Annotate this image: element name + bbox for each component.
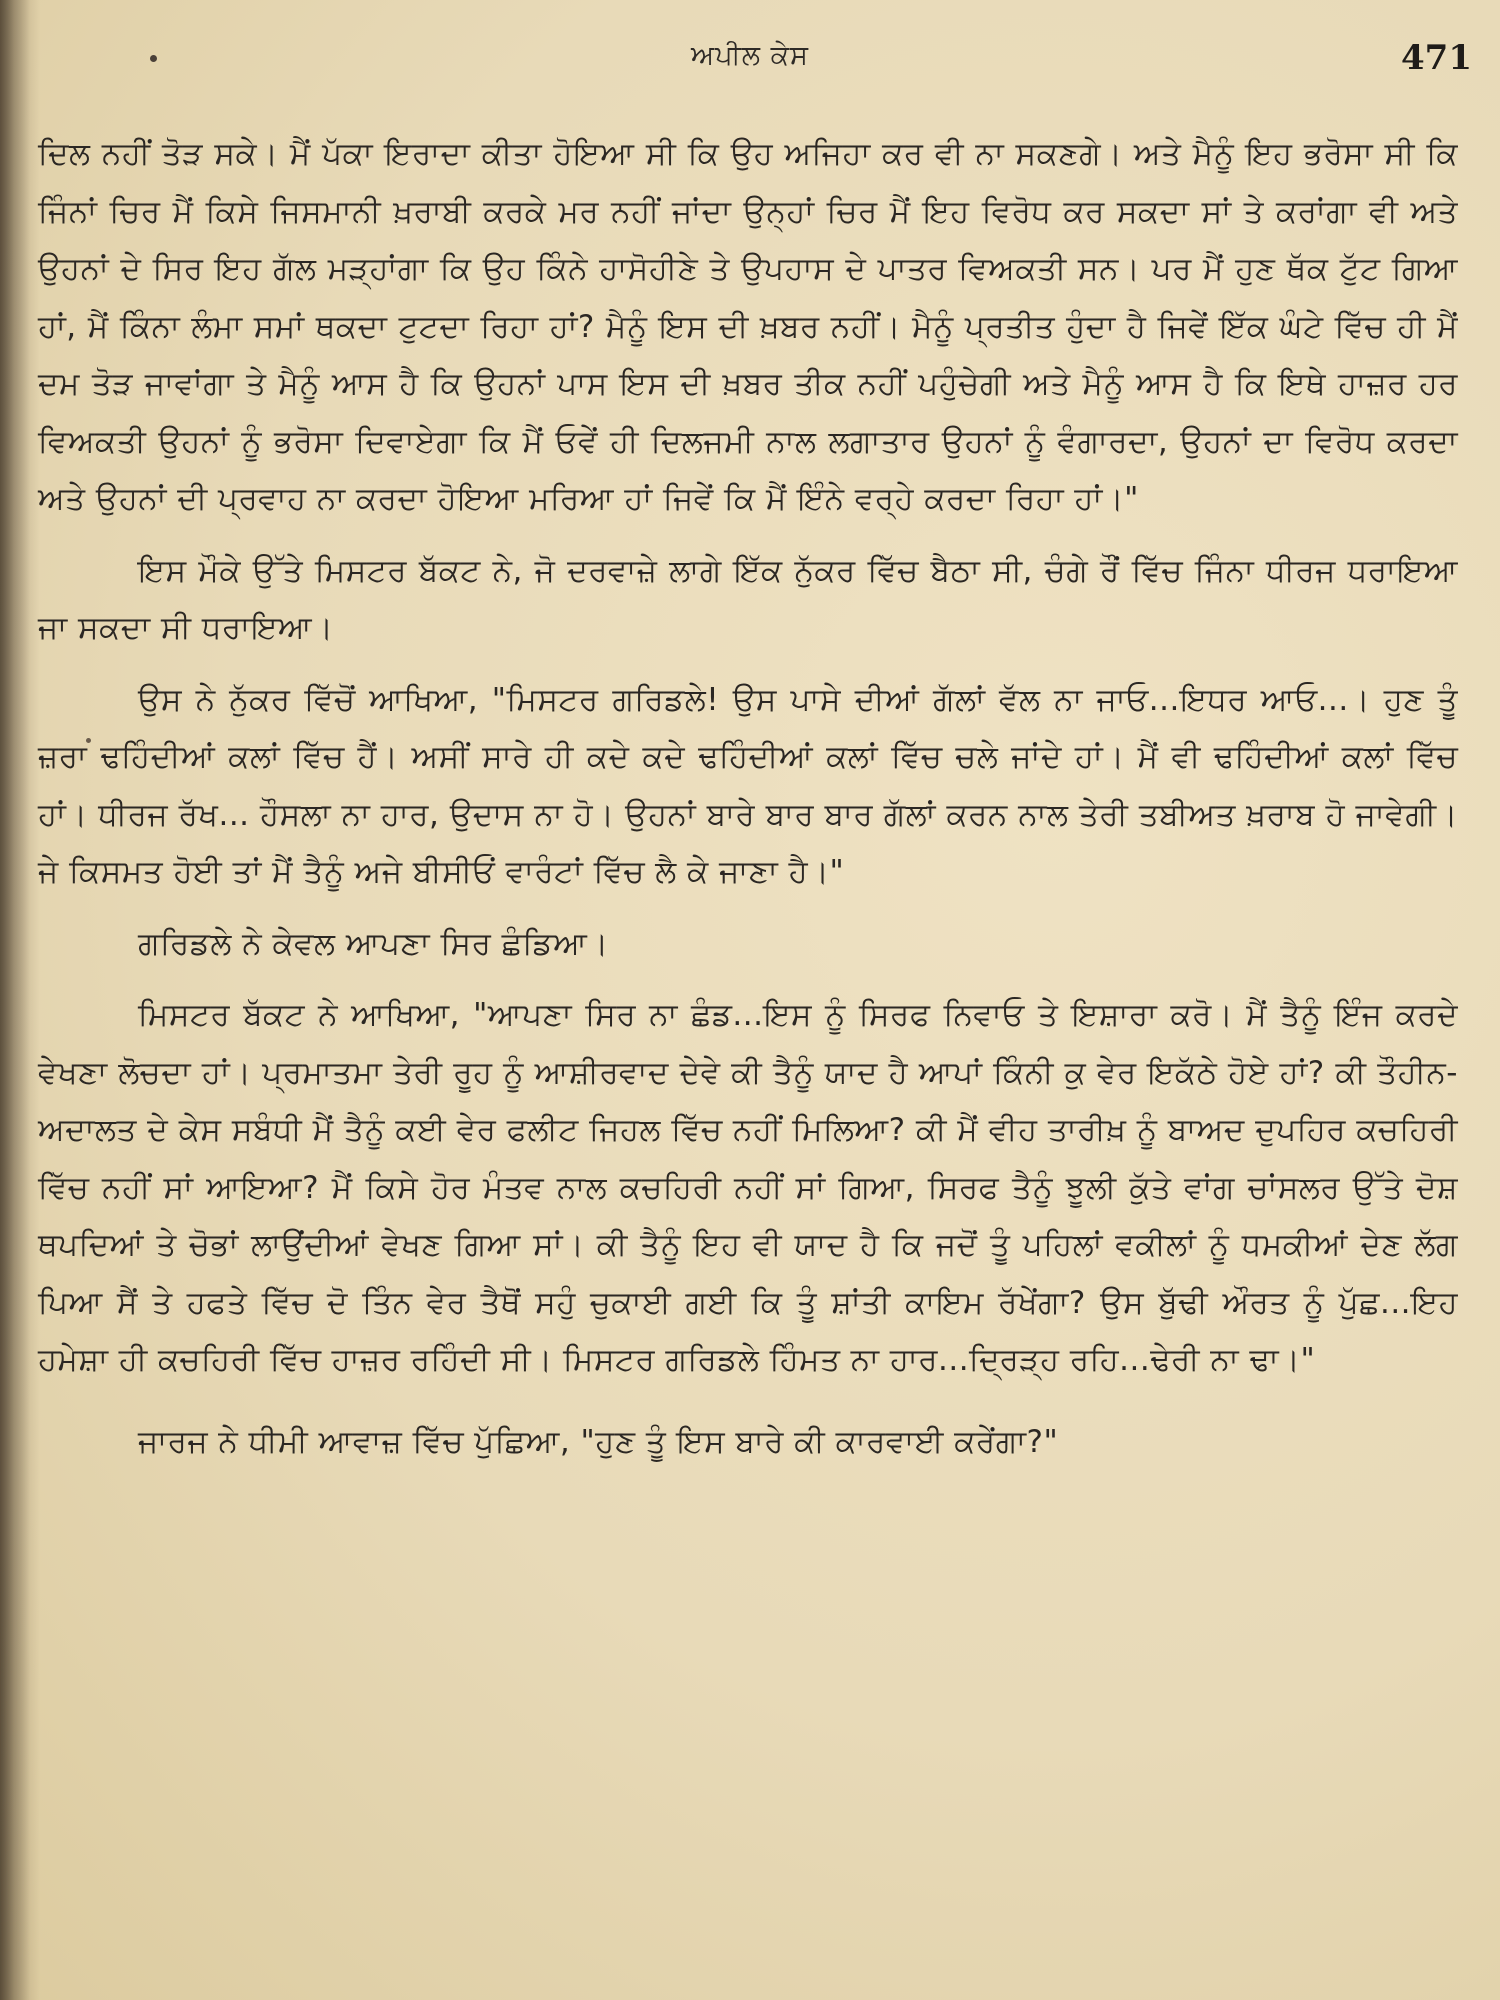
page-number: 471	[1401, 38, 1472, 78]
paragraph-bucket-speech: ਉਸ ਨੇ ਨੁੱਕਰ ਵਿੱਚੋਂ ਆਖਿਆ, "ਮਿਸਟਰ ਗਰਿਡਲੇ! ਉਸ ਪਾਸੇ ਦੀਆਂ ਗੱਲਾਂ ਵੱਲ ਨਾ ਜਾਓ...ਇਧਰ ਆਓ...। ਹੁਣ ਤੂੰ ਜ਼ਰਾ ਢਹਿੰਦੀਆਂ ਕਲਾਂ ਵਿੱਚ ਹੈਂ। ਅਸੀਂ ਸਾਰੇ ਹੀ ਕਦੇ ਕਦੇ ਢਹਿੰਦੀਆਂ ਕਲਾਂ ਵਿੱਚ ਚਲੇ ਜਾਂਦੇ ਹਾਂ। ਮੈਂ ਵੀ ਢਹਿੰਦੀਆਂ ਕਲਾਂ ਵਿੱਚ ਹਾਂ। ਧੀਰਜ ਰੱਖ... ਹੌਸਲਾ ਨਾ ਹਾਰ, ਉਦਾਸ ਨਾ ਹੋ। ਉਹਨਾਂ ਬਾਰੇ ਬਾਰ ਬਾਰ ਗੱਲਾਂ ਕਰਨ ਨਾਲ ਤੇਰੀ ਤਬੀਅਤ ਖ਼ਰਾਬ ਹੋ ਜਾਵੇਗੀ। ਜੇ ਕਿਸਮਤ ਹੋਈ ਤਾਂ ਮੈਂ ਤੈਨੂੰ ਅਜੇ ਬੀਸੀਓਂ ਵਾਰੰਟਾਂ ਵਿੱਚ ਲੈ ਕੇ ਜਾਣਾ ਹੈ।"	[38, 681, 1458, 890]
binding-shadow	[0, 0, 30, 2000]
running-head: ਅਪੀਲ ਕੇਸ	[691, 40, 809, 71]
body-text	[38, 126, 1458, 1471]
paragraph-george-asks: ਜਾਰਜ ਨੇ ਧੀਮੀ ਆਵਾਜ਼ ਵਿੱਚ ਪੁੱਛਿਆ, "ਹੁਣ ਤੂੰ ਇਸ ਬਾਰੇ ਕੀ ਕਾਰਵਾਈ ਕਰੇਂਗਾ?"	[138, 1423, 1059, 1460]
paragraph-bucket-consoles: ਇਸ ਮੌਕੇ ਉੱਤੇ ਮਿਸਟਰ ਬੱਕਟ ਨੇ, ਜੋ ਦਰਵਾਜ਼ੇ ਲਾਗੇ ਇੱਕ ਨੁੱਕਰ ਵਿੱਚ ਬੈਠਾ ਸੀ, ਚੰਗੇ ਰੌਂ ਵਿੱਚ ਜਿੰਨਾ ਧੀਰਜ ਧਰਾਇਆ ਜਾ ਸਕਦਾ ਸੀ ਧਰਾਇਆ।	[38, 552, 1458, 646]
paragraph-gridley-shakes-head: ਗਰਿਡਲੇ ਨੇ ਕੇਵਲ ਆਪਣਾ ਸਿਰ ਛੰਡਿਆ।	[138, 925, 609, 962]
paragraph-continued: ਦਿਲ ਨਹੀਂ ਤੋੜ ਸਕੇ। ਮੈਂ ਪੱਕਾ ਇਰਾਦਾ ਕੀਤਾ ਹੋਇਆ ਸੀ ਕਿ ਉਹ ਅਜਿਹਾ ਕਰ ਵੀ ਨਾ ਸਕਣਗੇ। ਅਤੇ ਮੈਨੂੰ ਇਹ ਭਰੋਸਾ ਸੀ ਕਿ ਜਿੰਨਾਂ ਚਿਰ ਮੈਂ ਕਿਸੇ ਜਿਸਮਾਨੀ ਖ਼ਰਾਬੀ ਕਰਕੇ ਮਰ ਨਹੀਂ ਜਾਂਦਾ ਉਨ੍ਹਾਂ ਚਿਰ ਮੈਂ ਇਹ ਵਿਰੋਧ ਕਰ ਸਕਦਾ ਸਾਂ ਤੇ ਕਰਾਂਗਾ ਵੀ ਅਤੇ ਉਹਨਾਂ ਦੇ ਸਿਰ ਇਹ ਗੱਲ ਮੜ੍ਹਾਂਗਾ ਕਿ ਉਹ ਕਿੰਨੇ ਹਾਸੋਹੀਣੇ ਤੇ ਉਪਹਾਸ ਦੇ ਪਾਤਰ ਵਿਅਕਤੀ ਸਨ। ਪਰ ਮੈਂ ਹੁਣ ਥੱਕ ਟੁੱਟ ਗਿਆ ਹਾਂ, ਮੈਂ ਕਿੰਨਾ ਲੰਮਾ ਸਮਾਂ ਥਕਦਾ ਟੁਟਦਾ ਰਿਹਾ ਹਾਂ? ਮੈਨੂੰ ਇਸ ਦੀ ਖ਼ਬਰ ਨਹੀਂ। ਮੈਨੂੰ ਪ੍ਰਤੀਤ ਹੁੰਦਾ ਹੈ ਜਿਵੇਂ ਇੱਕ ਘੰਟੇ ਵਿੱਚ ਹੀ ਮੈਂ ਦਮ ਤੋੜ ਜਾਵਾਂਗਾ ਤੇ ਮੈਨੂੰ ਆਸ ਹੈ ਕਿ ਉਹਨਾਂ ਪਾਸ ਇਸ ਦੀ ਖ਼ਬਰ ਤੀਕ ਨਹੀਂ ਪਹੁੰਚੇਗੀ ਅਤੇ ਮੈਨੂੰ ਆਸ ਹੈ ਕਿ ਇਥੇ ਹਾਜ਼ਰ ਹਰ ਵਿਅਕਤੀ ਉਹਨਾਂ ਨੂੰ ਭਰੋਸਾ ਦਿਵਾਏਗਾ ਕਿ ਮੈਂ ਓਵੇਂ ਹੀ ਦਿਲਜਮੀ ਨਾਲ ਲਗਾਤਾਰ ਉਹਨਾਂ ਨੂੰ ਵੰਗਾਰਦਾ, ਉਹਨਾਂ ਦਾ ਵਿਰੋਧ ਕਰਦਾ ਅਤੇ ਉਹਨਾਂ ਦੀ ਪ੍ਰਵਾਹ ਨਾ ਕਰਦਾ ਹੋਇਆ ਮਰਿਆ ਹਾਂ ਜਿਵੇਂ ਕਿ ਮੈਂ ਇੰਨੇ ਵਰ੍ਹੇ ਕਰਦਾ ਰਿਹਾ ਹਾਂ।"	[38, 136, 1458, 517]
paragraph-bucket-reminds: ਮਿਸਟਰ ਬੱਕਟ ਨੇ ਆਖਿਆ, "ਆਪਣਾ ਸਿਰ ਨਾ ਛੰਡ...ਇਸ ਨੂੰ ਸਿਰਫ ਨਿਵਾਓ ਤੇ ਇਸ਼ਾਰਾ ਕਰੋ। ਮੈਂ ਤੈਨੂੰ ਇੰਜ ਕਰਦੇ ਵੇਖਣਾ ਲੋਚਦਾ ਹਾਂ। ਪ੍ਰਮਾਤਮਾ ਤੇਰੀ ਰੂਹ ਨੂੰ ਆਸ਼ੀਰਵਾਦ ਦੇਵੇ ਕੀ ਤੈਨੂੰ ਯਾਦ ਹੈ ਆਪਾਂ ਕਿੰਨੀ ਕੁ ਵੇਰ ਇਕੱਠੇ ਹੋਏ ਹਾਂ? ਕੀ ਤੌਹੀਨ-ਅਦਾਲਤ ਦੇ ਕੇਸ ਸਬੰਧੀ ਮੈਂ ਤੈਨੂੰ ਕਈ ਵੇਰ ਫਲੀਟ ਜਿਹਲ ਵਿੱਚ ਨਹੀਂ ਮਿਲਿਆ? ਕੀ ਮੈਂ ਵੀਹ ਤਾਰੀਖ਼ ਨੂੰ ਬਾਅਦ ਦੁਪਹਿਰ ਕਚਹਿਰੀ ਵਿੱਚ ਨਹੀਂ ਸਾਂ ਆਇਆ? ਮੈਂ ਕਿਸੇ ਹੋਰ ਮੰਤਵ ਨਾਲ ਕਚਹਿਰੀ ਨਹੀਂ ਸਾਂ ਗਿਆ, ਸਿਰਫ ਤੈਨੂੰ ਝੂਲੀ ਕੁੱਤੇ ਵਾਂਗ ਚਾਂਸਲਰ ਉੱਤੇ ਦੋਸ਼ ਥਪਦਿਆਂ ਤੇ ਚੋਭਾਂ ਲਾਉਂਦੀਆਂ ਵੇਖਣ ਗਿਆ ਸਾਂ। ਕੀ ਤੈਨੂੰ ਇਹ ਵੀ ਯਾਦ ਹੈ ਕਿ ਜਦੋਂ ਤੂੰ ਪਹਿਲਾਂ ਵਕੀਲਾਂ ਨੂੰ ਧਮਕੀਆਂ ਦੇਣ ਲੱਗ ਪਿਆ ਸੈਂ ਤੇ ਹਫਤੇ ਵਿੱਚ ਦੋ ਤਿੰਨ ਵੇਰ ਤੈਥੋਂ ਸਹੁੰ ਚੁਕਾਈ ਗਈ ਕਿ ਤੂੰ ਸ਼ਾਂਤੀ ਕਾਇਮ ਰੱਖੇਂਗਾ? ਉਸ ਬੁੱਢੀ ਔਰਤ ਨੂੰ ਪੁੱਛ...ਇਹ ਹਮੇਸ਼ਾ ਹੀ ਕਚਹਿਰੀ ਵਿੱਚ ਹਾਜ਼ਰ ਰਹਿੰਦੀ ਸੀ। ਮਿਸਟਰ ਗਰਿਡਲੇ ਹਿੰਮਤ ਨਾ ਹਾਰ...ਦ੍ਰਿੜ੍ਹ ਰਹਿ...ਢੇਰੀ ਨਾ ਢਾ।"	[38, 997, 1458, 1378]
